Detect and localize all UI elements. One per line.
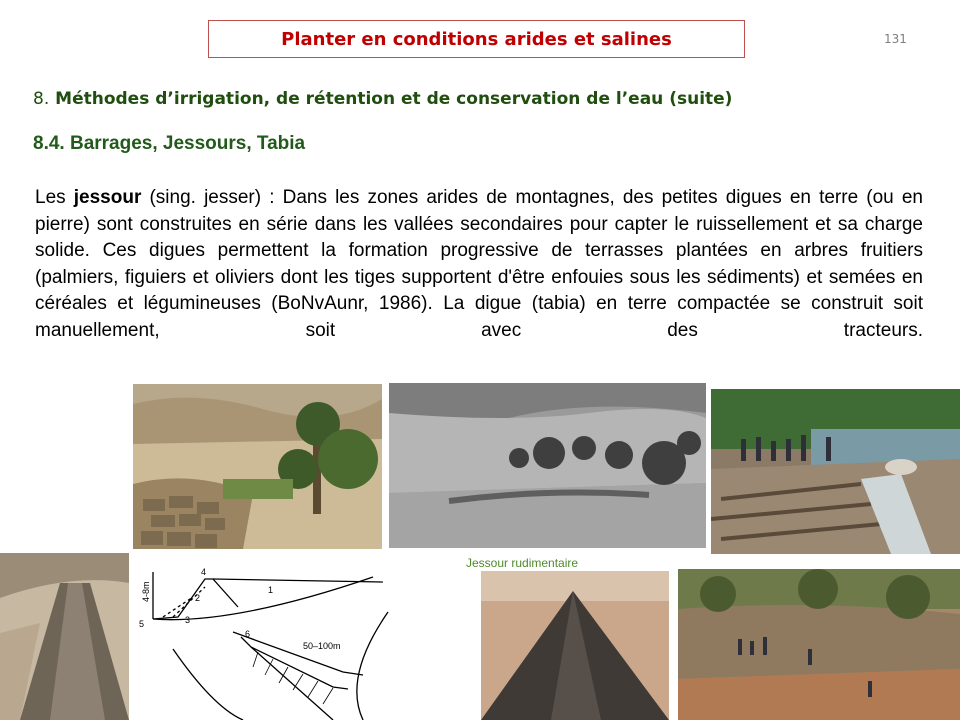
diagram-label-5: 5 <box>139 619 145 629</box>
diagram-label-6: 6 <box>245 629 251 639</box>
body-part1: Les <box>35 187 74 208</box>
body-part2: (sing. jesser) : Dans les zones arides de montagnes, des petites digues en terre (ou en pierre) sont construites en série dans les vallées secondaires pour capter le ruissellement et sa charge solide. Ces digues permettent la formation progressive de terrasses plantées en arbres fruitiers (palmiers, figuiers et oliviers dont les tiges supportent d'être enfouies sous les sédiments) et semées en céréales et légumineuses (BoNvAunr, 1986). La digue (tabia) en terre compactée se construit soit manuellement, soit avec des tracteurs. <box>35 187 923 341</box>
diagram-label-distance: 50–100m <box>303 641 341 651</box>
diagram-label-1: 1 <box>268 585 274 595</box>
photo-bw-landscape <box>389 383 706 548</box>
body-bold-word: jessour <box>73 187 142 208</box>
body-paragraph <box>35 185 923 344</box>
figure-caption: Jessour rudimentaire <box>466 556 579 570</box>
photo-dam-people <box>711 389 960 554</box>
section-title: Méthodes d’irrigation, de rétention et de conservation de l’eau (suite) <box>55 89 733 109</box>
title-box <box>208 20 745 58</box>
section-number: 8. <box>33 89 50 109</box>
diagram-label-3: 3 <box>185 615 191 625</box>
section-heading <box>33 89 732 109</box>
page-number: 131 <box>884 32 907 46</box>
photo-terrace-construction <box>678 569 960 720</box>
jessour-cross-section-diagram <box>133 557 390 720</box>
photo-stone-channel <box>0 553 129 720</box>
subsection-heading: 8.4. Barrages, Jessours, Tabia <box>33 133 306 154</box>
diagram-label-2: 2 <box>195 593 201 603</box>
page-title: Planter en conditions arides et salines <box>281 28 672 50</box>
photo-stone-jessour <box>133 384 382 549</box>
photo-earthen-dike <box>481 571 669 720</box>
diagram-label-4: 4 <box>201 567 207 577</box>
diagram-label-height: 4-8m <box>141 581 151 602</box>
